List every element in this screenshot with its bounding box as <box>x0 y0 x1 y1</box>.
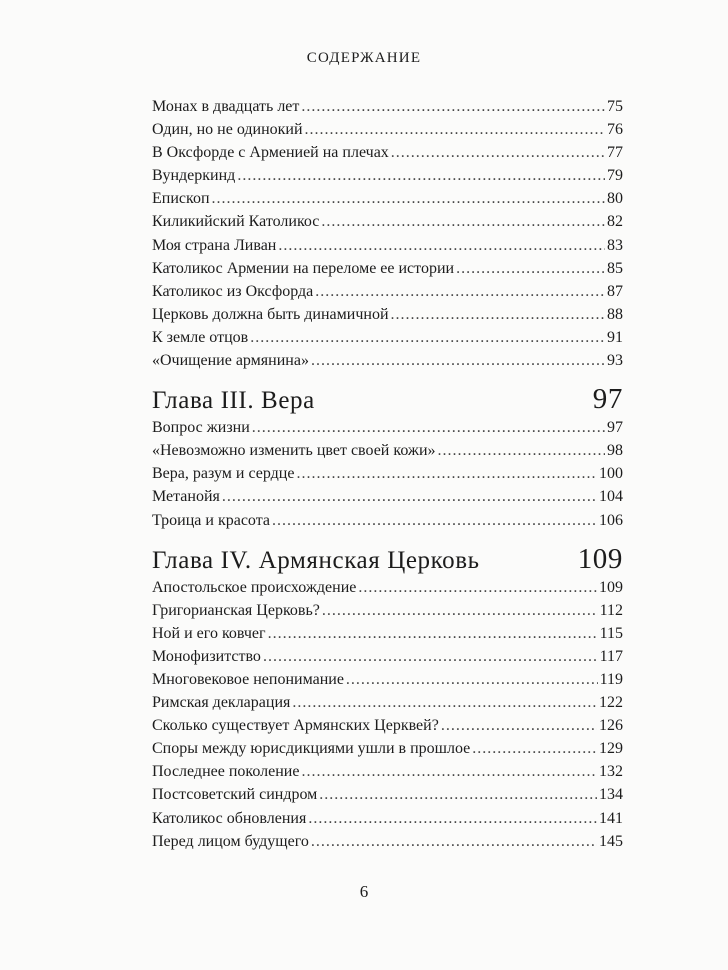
dot-leader <box>438 439 605 462</box>
chapter-heading <box>152 544 623 574</box>
dot-leader <box>296 462 597 485</box>
chapter-title: Глава III. Вера <box>152 387 315 415</box>
entry-page: 75 <box>607 98 623 115</box>
dot-leader <box>301 95 605 118</box>
dot-leader <box>456 257 605 280</box>
dot-leader <box>278 234 605 257</box>
dot-leader <box>268 622 598 645</box>
toc-entry <box>152 349 623 372</box>
entry-title: Вундеркинд <box>152 167 236 185</box>
entry-title: Последнее поколение <box>152 763 300 781</box>
entry-page: 80 <box>607 190 623 208</box>
dot-leader <box>321 210 605 233</box>
entry-title: Григорианская Церковь? <box>152 601 320 619</box>
entry-page: 106 <box>599 511 623 529</box>
entry-title: «Очищение армянина» <box>152 352 309 370</box>
entry-title: Церковь должна быть динамичной <box>152 305 389 323</box>
dot-leader <box>311 349 605 372</box>
entry-title: Перед лицом будущего <box>152 832 309 850</box>
entry-page: 122 <box>599 694 623 712</box>
entry-title: Ной и его ковчег <box>152 624 266 642</box>
entry-page: 83 <box>607 236 623 254</box>
dot-leader <box>263 645 598 668</box>
entry-page: 126 <box>599 717 623 735</box>
entry-page: 109 <box>599 578 623 596</box>
toc-entry <box>152 164 623 187</box>
dot-leader <box>358 576 597 599</box>
entry-page: 76 <box>607 121 623 139</box>
toc-entry <box>152 760 623 783</box>
entry-page: 82 <box>607 213 623 231</box>
toc-entry <box>152 234 623 257</box>
toc-section <box>152 384 623 531</box>
chapter-page: 97 <box>592 383 623 416</box>
entry-page: 112 <box>599 601 623 619</box>
entry-title: Вопрос жизни <box>152 419 250 437</box>
entry-page: 100 <box>599 465 623 483</box>
entry-title: Троица и красота <box>152 511 271 529</box>
toc-entry <box>152 622 623 645</box>
dot-leader <box>212 187 605 210</box>
entry-title: Римская декларация <box>152 694 291 712</box>
entry-title: Католикос обновления <box>152 809 307 827</box>
toc-entry <box>152 439 623 462</box>
entry-title: Метанойя <box>152 488 220 506</box>
entry-title: Монах в двадцать лет <box>152 98 300 115</box>
toc-entry <box>152 783 623 806</box>
toc-entry <box>152 210 623 233</box>
entry-page: 88 <box>607 305 623 323</box>
entry-page: 77 <box>607 144 623 162</box>
page-number: 6 <box>359 882 369 901</box>
dot-leader <box>305 118 605 141</box>
dot-leader <box>272 509 597 532</box>
toc-entry <box>152 187 623 210</box>
entry-page: 115 <box>599 624 623 642</box>
toc-entry <box>152 257 623 280</box>
dot-leader <box>472 737 597 760</box>
entry-title: Епископ <box>152 190 210 208</box>
toc-entry <box>152 807 623 830</box>
dot-leader <box>391 141 605 164</box>
entry-title: Постсоветский синдром <box>152 786 318 804</box>
toc-entry <box>152 141 623 164</box>
entry-title: Апостольское происхождение <box>152 578 357 596</box>
entry-title: Один, но не одинокий <box>152 121 303 139</box>
dot-leader <box>237 164 605 187</box>
toc-entry <box>152 416 623 439</box>
toc-entry <box>152 599 623 622</box>
toc-entry <box>152 509 623 532</box>
entry-title: Моя страна Ливан <box>152 236 277 254</box>
toc-entry <box>152 485 623 508</box>
entry-title: Монофизитство <box>152 647 261 665</box>
entry-page: 104 <box>599 488 623 506</box>
dot-leader <box>292 691 597 714</box>
toc-entry <box>152 462 623 485</box>
entry-title: Многовековое непонимание <box>152 670 344 688</box>
entry-page: 141 <box>599 809 623 827</box>
entry-title: «Невозможно изменить цвет своей кожи» <box>152 442 436 460</box>
chapter-heading <box>152 384 623 414</box>
toc-section <box>152 95 623 372</box>
toc-entry <box>152 118 623 141</box>
dot-leader <box>250 326 605 349</box>
table-of-contents <box>152 95 623 853</box>
running-head: СОДЕРЖАНИЕ <box>306 50 422 66</box>
entry-page: 85 <box>607 259 623 277</box>
entry-title: Католикос из Оксфорда <box>152 282 314 300</box>
toc-entry <box>152 576 623 599</box>
entry-page: 134 <box>599 786 623 804</box>
dot-leader <box>222 485 597 508</box>
entry-title: К земле отцов <box>152 328 249 346</box>
toc-section <box>152 544 623 853</box>
dot-leader <box>308 807 597 830</box>
entry-page: 91 <box>607 328 623 346</box>
entry-title: Вера, разум и сердце <box>152 465 295 483</box>
dot-leader <box>441 714 597 737</box>
dot-leader <box>252 416 605 439</box>
dot-leader <box>301 760 597 783</box>
chapter-page: 109 <box>577 542 623 575</box>
entry-page: 117 <box>599 647 623 665</box>
entry-title: В Оксфорде с Арменией на плечах <box>152 144 389 162</box>
entry-title: Католикос Армении на переломе ее истории <box>152 259 455 277</box>
dot-leader <box>311 830 597 853</box>
entry-page: 98 <box>607 442 623 460</box>
entry-page: 145 <box>599 832 623 850</box>
entry-page: 79 <box>607 167 623 185</box>
toc-entry <box>152 691 623 714</box>
toc-entry <box>152 95 623 118</box>
entry-page: 119 <box>599 670 623 688</box>
entry-page: 87 <box>607 282 623 300</box>
dot-leader <box>319 783 597 806</box>
toc-entry <box>152 830 623 853</box>
chapter-title: Глава IV. Армянская Церковь <box>152 546 480 574</box>
entry-page: 132 <box>599 763 623 781</box>
toc-entry <box>152 645 623 668</box>
dot-leader <box>322 599 598 622</box>
entry-page: 93 <box>607 352 623 370</box>
dot-leader <box>315 280 605 303</box>
entry-title: Сколько существует Армянских Церквей? <box>152 717 439 735</box>
toc-entry <box>152 668 623 691</box>
toc-entry <box>152 714 623 737</box>
toc-entry <box>152 280 623 303</box>
toc-entry <box>152 326 623 349</box>
entry-title: Споры между юрисдикциями ушли в прошлое <box>152 740 471 758</box>
entry-page: 97 <box>607 419 623 437</box>
toc-entry <box>152 737 623 760</box>
dot-leader <box>391 303 605 326</box>
entry-page: 129 <box>599 740 623 758</box>
entry-title: Киликийский Католикос <box>152 213 320 231</box>
dot-leader <box>346 668 598 691</box>
toc-entry <box>152 303 623 326</box>
